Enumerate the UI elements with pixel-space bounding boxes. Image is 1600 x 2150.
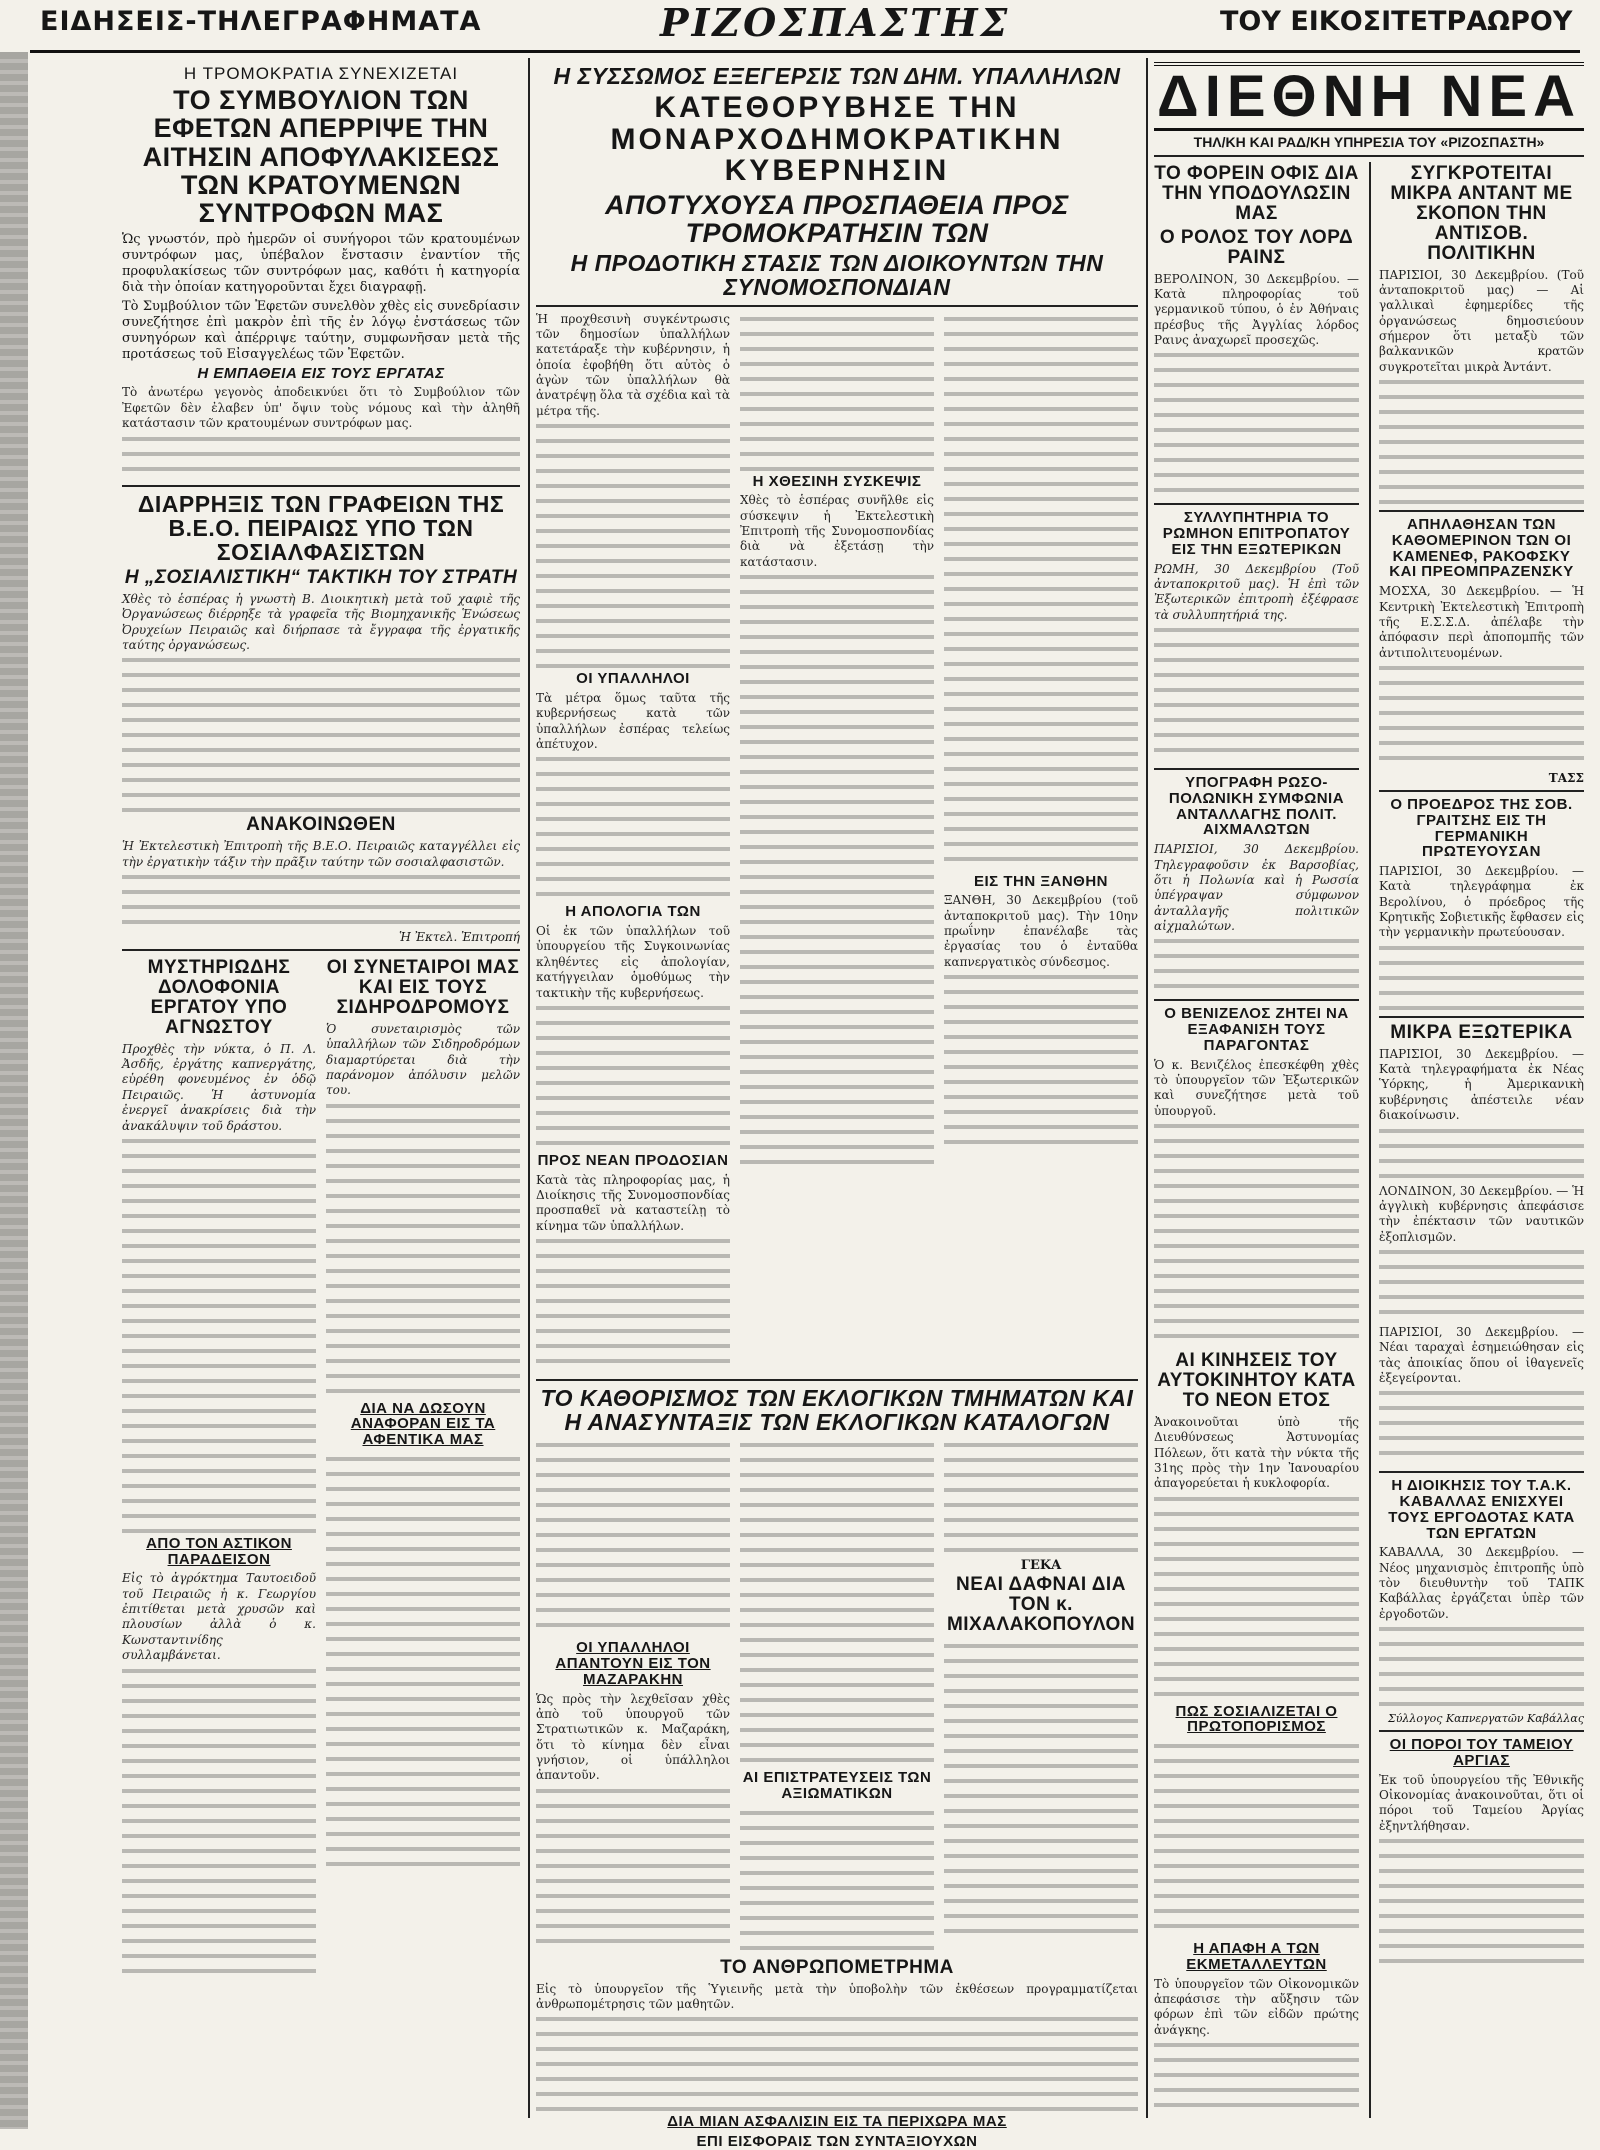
article-text: Εἰς τὸ ἀγρόκτημα Ταυτοειδοῦ τοῦ Πειραιῶς ἡ κ. Γεωργίου ἐπιτίθεται μετὰ χρυσῶν καὶ πλουσίων ἀλλὰ ὁ κ. Κωνσταντινίδης συλλαμβάνεται. [122, 1571, 316, 1663]
subheadline: Η ΧΘΕΣΙΝΗ ΣΥΣΚΕΨΙΣ [752, 472, 922, 490]
headline: ΔΙΑ ΜΙΑΝ ΑΣΦΑΛΙΣΙΝ ΕΙΣ ΤΑ ΠΕΡΙΧΩΡΑ ΜΑΣ [667, 2113, 1007, 2131]
article-text-block [1154, 623, 1359, 763]
article-text: ΒΕΡΟΛΙΝΟΝ, 30 Δεκεμβρίου. — Κατὰ πληροφορίας τοῦ γερμανικοῦ τύπου, ὁ ἐν Ἀθήναις πρέσβυς τῆς Ἀγγλίας λόρδος Ραινς ἀναχωρεῖ προσεχῶς. [1154, 271, 1359, 348]
article-text-block [740, 570, 934, 1170]
column-lead-story [536, 62, 1138, 2150]
article-text: ΡΩΜΗ, 30 Δεκεμβρίου (Τοῦ ἀνταποκριτοῦ μας). Ἡ ἐπὶ τῶν Ἐξωτερικῶν ἐπιτροπὴ ἐξέφρασε τὰ συλλυπητήριά της. [1154, 561, 1359, 622]
article-text: Ὁ κ. Βενιζέλος ἐπεσκέφθη χθὲς τὸ ὑπουργεῖον τῶν Ἐξωτερικῶν καὶ συνεζήτησε μετὰ τοῦ ὑπουργοῦ. [1154, 1057, 1359, 1118]
article-text-block [740, 1806, 934, 1956]
article-text-block [944, 970, 1138, 1150]
article-text: Χθὲς τὸ ἑσπέρας ἡ γνωστὴ Β. Διοικητικὴ μετὰ τοῦ χαφιὲ τῆς Ὀργανώσεως διέρρηξε τὰ γραφεῖα τῆς Βιομηχανικῆς Ἑνώσεως Ὀρυχείων Πειραιῶς καὶ διήρπασε τὰ ἔγγραφα τῆς ἐργατικῆς ταύτης ὀργανώσεως. [122, 591, 520, 652]
article-text: Ὡς πρὸς τὴν λεχθεῖσαν χθὲς ἀπὸ τοῦ ὑπουργοῦ τῶν Στρατιωτικῶν κ. Μαζαράκη, ὅτι τὸ κίνημα δὲν εἶναι γνήσιον, οἱ ὑπάλληλοι ἀπαντοῦν. [536, 1691, 730, 1783]
headline: ΑΠΟ ΤΟΝ ΑΣΤΙΚΟΝ ΠΑΡΑΔΕΙΣΟΝ [146, 1534, 292, 1568]
section-title: ΔΙΕΘΝΗ ΝΕΑ [1154, 62, 1584, 131]
article-text-block [944, 312, 1138, 872]
article-text-block [1154, 1739, 1359, 1939]
article-text: Κατὰ τὰς πληροφορίας μας, ἡ Διοίκησις τῆς Συνομοσπονδίας προσπαθεῖ νὰ καταστείλῃ τὸ κίνημα τῶν ὑπαλλήλων. [536, 1172, 730, 1233]
column-foreign-news [1369, 162, 1584, 2118]
article-text: Τὸ Συμβούλιον τῶν Ἐφετῶν συνελθὸν χθὲς εἰς συνεδρίασιν συνεζήτησε ἐπὶ μακρὸν ἐπὶ τῆς ἐν λόγῳ ἐνστάσεως τῶν συνηγόρων καὶ ἀπέρριψε ταύτην, συμφωνῆσαν μετὰ τῆς προτάσεως τοῦ Εἰσαγγελέως τῶν Ἐφετῶν. [122, 298, 520, 363]
divider [1154, 999, 1359, 1001]
subheadline: Η „ΣΟΣΙΑΛΙΣΤΙΚΗ“ ΤΑΚΤΙΚΗ ΤΟΥ ΣΤΡΑΤΗ [124, 566, 518, 588]
headline: ΠΩΣ ΣΟΣΙΑΛΙΖΕΤΑΙ Ο ΠΡΩΤΟΠΟΡΙΣΜΟΣ [1175, 1702, 1338, 1736]
article-text-block [1379, 375, 1584, 505]
section-title: ΕΙΔΗΣΕΙΣ-ΤΗΛΕΓΡΑΦΗΜΑΤΑ [40, 6, 482, 37]
subheadline: Η ΕΜΠΑΘΕΙΑ ΕΙΣ ΤΟΥΣ ΕΡΓΑΤΑΣ [197, 364, 445, 382]
headline: Η ΣΥΣΣΩΜΟΣ ΕΞΕΓΕΡΣΙΣ ΤΩΝ ΔΗΜ. ΥΠΑΛΛΗΛΩΝ [553, 63, 1121, 89]
article-text: ΠΑΡΙΣΙΟΙ, 30 Δεκεμβρίου. — Νέαι ταραχαὶ ἐσημειώθησαν εἰς τὰς ἀποικίας ὅπου οἱ ἰθαγενεῖς ἐξεγείρονται. [1379, 1324, 1584, 1386]
headline: ΜΙΚΡΑ ΕΞΩΤΕΡΙΚΑ [1390, 1021, 1573, 1043]
article-text-block [740, 312, 934, 472]
article-text: ΞΑΝΘΗ, 30 Δεκεμβρίου (τοῦ ἀνταποκριτοῦ μας). Τὴν 10ην πρωΐνην ἐπανέλαβε τὰς ἐργασίας του ὁ ἐνταῦθα καπνεργατικὸς σύνδεσμος. [944, 893, 1138, 969]
divider [1154, 768, 1359, 770]
article-text: ΚΑΒΑΛΛΑ, 30 Δεκεμβρίου. — Νέος μηχανισμὸς ἐπιτροπῆς ὑπὸ τὸν διευθυντὴν τοῦ ΤΑΠΚ Καβάλλας ἐργάζεται ὑπὲρ τῶν ἐργοδοτῶν. [1379, 1545, 1584, 1621]
article-text: Ἐκ τοῦ ὑπουργείου τῆς Ἐθνικῆς Οἰκονομίας ἀνακοινοῦται, ὅτι οἱ πόροι τοῦ Ταμείου Ἀργίας ἐξηντλήθησαν. [1379, 1772, 1584, 1833]
article-text: Ἡ προχθεσινὴ συγκέντρωσις τῶν δημοσίων ὑπαλλήλων κατετάραξε τὴν κυβέρνησιν, ἡ ὁποία ἐφοβήθη ὅτι αὐτὸς ὁ ἀγὼν τῶν ὑπαλλήλων θὰ ἀνατρέψῃ ὅλα τὰ σχέδια καὶ τὰ μέτρα τῆς. [536, 311, 730, 418]
headline: ΤΟ ΦΟΡΕΙΝ ΟΦΙΣ ΔΙΑ ΤΗΝ ΥΠΟΔΟΥΛΩΣΙΝ ΜΑΣ [1154, 163, 1359, 224]
page-edge-shadow [0, 52, 28, 2129]
article-text-block [1379, 1834, 1584, 1974]
article-text-block [326, 1099, 520, 1399]
article-text-block [944, 1438, 1138, 1558]
headline: Η ΔΙΟΙΚΗΣΙΣ ΤΟΥ Τ.Α.Κ. ΚΑΒΑΛΛΑΣ ΕΝΙΣΧΥΕΙ ΤΟΥΣ ΕΡΓΟΔΟΤΑΣ ΚΑΤΑ ΤΩΝ ΕΡΓΑΤΩΝ [1388, 1477, 1575, 1542]
subheadline: ΟΙ ΥΠΑΛΛΗΛΟΙ [576, 670, 690, 688]
article-text-block [1154, 1119, 1359, 1349]
headline: ΣΥΓΚΡΟΤΕΙΤΑΙ ΜΙΚΡΑ ΑΝΤΑΝΤ ΜΕ ΣΚΟΠΟΝ ΤΗΝ ΑΝΤΙΣΟΒ. ΠΟΛΙΤΙΚΗΝ [1390, 163, 1573, 264]
signature: ΤΑΣΣ [1548, 771, 1584, 785]
article-text-block [536, 752, 730, 902]
article-text-block [122, 1134, 316, 1534]
section-subtitle: ΤΗΛ/ΚΗ ΚΑΙ ΡΑΔ/ΚΗ ΥΠΗΡΕΣΙΑ ΤΟΥ «ΡΙΖΟΣΠΑΣΤΗ» [1193, 134, 1545, 150]
article-text-block [1379, 1386, 1584, 1466]
article-text: ΠΑΡΙΣΙΟΙ, 30 Δεκεμβρίου. — Κατὰ τηλεγραφήματα ἐκ Νέας Ὑόρκης, ἡ Ἀμερικανικὴ κυβέρνησις ἀπέστειλε νέαν διακοίνωσιν. [1379, 1046, 1584, 1123]
newspaper-title: ΡΙΖΟΣΠΑΣΤΗΣ [660, 0, 1011, 45]
divider [536, 1379, 1138, 1381]
article-text-block [1379, 1622, 1584, 1712]
article-text: Ὡς γνωστόν, πρὸ ἡμερῶν οἱ συνήγοροι τῶν κρατουμένων συντρόφων μας, ὑπέβαλον ἔνστασιν ἐναντίον τῆς προφυλακίσεως τῶν συντρόφων μας, καθότι ἡ κατηγορία διὰ τὴν ὁποίαν κατηγοροῦνται ἔχει διαγραφῇ. [122, 231, 520, 296]
divider [1379, 1730, 1584, 1732]
article-text-block [536, 1001, 730, 1151]
article-text-block [1154, 934, 1359, 994]
headline: Ο ΠΡΟΕΔΡΟΣ ΤΗΣ ΣΟΒ. ΓΡΑΙΤΣΗΣ ΕΙΣ ΤΗ ΓΕΡΜΑΝΙΚΗ ΠΡΩΤΕΥΟΥΣΑΝ [1390, 796, 1573, 861]
headline: ΥΠΟΓΡΑΦΗ ΡΩΣΟ-ΠΟΛΩΝΙΚΗ ΣΥΜΦΩΝΙΑ ΑΝΤΑΛΛΑΓΗΣ ΠΟΛΙΤ. ΑΙΧΜΑΛΩΤΩΝ [1168, 774, 1345, 839]
article-text-block [740, 1438, 934, 1768]
headline: Η ΠΡΟΔΟΤΙΚΗ ΣΤΑΣΙΣ ΤΩΝ ΔΙΟΙΚΟΥΝΤΩΝ ΤΗΝ ΣΥΝΟΜΟΣΠΟΝΔΙΑΝ [570, 250, 1104, 301]
divider [1379, 1471, 1584, 1473]
section-subtitle: ΤΟΥ ΕΙΚΟΣΙΤΕΤΡΑΩΡΟΥ [1220, 6, 1573, 37]
headline: ΟΙ ΥΠΑΛΛΗΛΟΙ ΑΠΑΝΤΟΥΝ ΕΙΣ ΤΟΝ ΜΑΖΑΡΑΚΗΝ [555, 1639, 711, 1688]
article-text: Τὸ ὑπουργεῖον τῶν Οἰκονομικῶν ἀπεφάσισε τὴν αὔξησιν τῶν φόρων ἐπὶ τῶν εἰδῶν πρώτης ἀνάγκης. [1154, 1976, 1359, 2037]
article-text-block [122, 1664, 316, 1984]
signature: Ἡ Ἐκτελ. Ἐπιτροπή [399, 930, 520, 944]
divider [1154, 503, 1359, 505]
headline: Ο ΒΕΝΙΖΕΛΟΣ ΖΗΤΕΙ ΝΑ ΕΞΑΦΑΝΙΣΗ ΤΟΥΣ ΠΑΡΑΓΟΝΤΑΣ [1164, 1005, 1349, 1054]
article-text: ΠΑΡΙΣΙΟΙ, 30 Δεκεμβρίου. Τηλεγραφοῦσιν ἐκ Βαρσοβίας, ὅτι ἡ Πολωνία καὶ ἡ Ρωσσία ὑπέγραψαν σύμφωνον ἀνταλλαγῆς πολιτικῶν αἰχμαλώτων. [1154, 842, 1359, 933]
article-text: ΜΟΣΧΑ, 30 Δεκεμβρίου. — Ἡ Κεντρικὴ Ἐκτελεστικὴ Ἐπιτροπὴ τῆς Ε.Σ.Σ.Δ. ἀπέλαβε τὴν ἀπόφασιν περὶ ἀποπομπῆς τῶν ἀντιπολιτευομένων. [1379, 584, 1584, 660]
column-international [1154, 62, 1584, 2122]
article-text-block [122, 653, 520, 813]
masthead-rule [30, 50, 1580, 53]
headline: ΔΙΑ ΝΑ ΔΩΣΟΥΝ ΑΝΑΦΟΡΑΝ ΕΙΣ ΤΑ ΑΦΕΝΤΙΚΑ ΜΑΣ [350, 1399, 496, 1449]
article-text-block [536, 2012, 1138, 2112]
article-text-block [1154, 1492, 1359, 1702]
article-text: Ἀνακοινοῦται ὑπὸ τῆς Διευθύνσεως Ἀστυνομίας Πόλεων, ὅτι κατὰ τὴν νύκτα τῆς 31ης πρὸς τὴν 1ην Ἰανουαρίου ἀπαγορεύεται ἡ κυκλοφορία. [1154, 1414, 1359, 1491]
article-text-block [1379, 1124, 1584, 1184]
article-text-block [122, 432, 520, 480]
divider [122, 485, 520, 487]
headline: ΕΠΙ ΕΙΣΦΟΡΑΙΣ ΤΩΝ ΣΥΝΤΑΞΙΟΥΧΩΝ [696, 2133, 978, 2150]
article-text-block [122, 870, 520, 930]
article-text-block [1379, 661, 1584, 771]
article-text: ΛΟΝΔΙΝΟΝ, 30 Δεκεμβρίου. — Ἡ ἀγγλικὴ κυβέρνησις ἀπεφάσισε τὴν ἐπέκτασιν τῶν ναυτικῶν ἐξοπλισμῶν. [1379, 1183, 1584, 1244]
headline: ΑΠΟΤΥΧΟΥΣΑ ΠΡΟΣΠΑΘΕΙΑ ΠΡΟΣ ΤΡΟΜΟΚΡΑΤΗΣΙΝ ΤΩΝ [605, 189, 1069, 248]
article-text: Εἰς τὸ ὑπουργεῖον τῆς Ὑγιεινῆς μετὰ τὴν ὑποβολὴν τῶν ἐκθέσεων προγραμματίζεται ἀνθρωπομέτρησις τῶν μαθητῶν. [536, 1981, 1138, 2012]
divider [1154, 155, 1584, 157]
headline: ΤΟ ΚΑΘΟΡΙΣΜΟΣ ΤΩΝ ΕΚΛΟΓΙΚΩΝ ΤΜΗΜΑΤΩΝ ΚΑΙ Η ΑΝΑΣΥΝΤΑΞΙΣ ΤΩΝ ΕΚΛΟΓΙΚΩΝ ΚΑΤΑΛΟΓΩΝ [540, 1385, 1134, 1436]
kicker: Η ΤΡΟΜΟΚΡΑΤΙΑ ΣΥΝΕΧΙΖΕΤΑΙ [183, 64, 459, 83]
article-text: Προχθὲς τὴν νύκτα, ὁ Π. Λ. Ἀσδῆς, ἐργάτης καπνεργάτης, εὑρέθη φονευμένος ἐν ὁδῷ Πειραιῶς. Ἡ ἀστυνομία ἐνεργεῖ ἀνακρίσεις διὰ τὴν ἀνακάλυψιν τοῦ δράστου. [122, 1041, 316, 1133]
headline: Η ΑΠΑΦΗ Α ΤΩΝ ΕΚΜΕΤΑΛΛΕΥΤΩΝ [1186, 1940, 1327, 1973]
article-text: ΠΑΡΙΣΙΟΙ, 30 Δεκεμβρίου. — Κατὰ τηλεγράφημα ἐκ Βερολίνου, ὁ πρόεδρος τῆς Κρητικῆς Σοβιετικῆς ἔφθασεν εἰς τὴν γερμανικὴν πρωτεύουσαν. [1379, 864, 1584, 940]
article-text-block [944, 1639, 1138, 1939]
headline: ΟΙ ΣΥΝΕΤΑΙΡΟΙ ΜΑΣ ΚΑΙ ΕΙΣ ΤΟΥΣ ΣΙΔΗΡΟΔΡΟΜΟΥΣ [326, 957, 520, 1018]
article-text-block [1154, 2038, 1359, 2118]
headline: ΑΙ ΕΠΙΣΤΡΑΤΕΥΣΕΙΣ ΤΩΝ ΑΞΙΩΜΑΤΙΚΩΝ [742, 1769, 932, 1803]
article-text: Τὰ μέτρα ὅμως ταῦτα τῆς κυβερνήσεως κατὰ τῶν ὑπαλλήλων ἐσπέρας τελείως ἀπέτυχον. [536, 690, 730, 751]
column-domestic [122, 62, 520, 2122]
article-text-block [536, 1784, 730, 1954]
article-text: Ὁ συνεταιρισμὸς τῶν ὑπαλλήλων τῶν Σιδηροδρόμων διαμαρτύρεται διὰ τὴν παράνομον ἀπόλυσιν μελῶν του. [326, 1021, 520, 1098]
headline: ΟΙ ΠΟΡΟΙ ΤΟΥ ΤΑΜΕΙΟΥ ΑΡΓΙΑΣ [1389, 1736, 1574, 1769]
divider [1379, 790, 1584, 792]
article-text: ΠΑΡΙΣΙΟΙ, 30 Δεκεμβρίου. (Τοῦ ἀνταποκριτοῦ μας) — Αἱ γαλλικαὶ ἐφημερίδες τῆς ὀργανώσεως δημοσιεύουν σήμερον ὅτι μεταξὺ τῶν βαλκανικῶν κρατῶν συγκροτεῖται μικρὰ Ἀντάντ. [1379, 267, 1584, 374]
headline: ΑΠΗΛΑΘΗΣΑΝ ΤΩΝ ΚΑΘΟΜΕΡΙΝΟΝ ΤΩΝ ΟΙ ΚΑΜΕΝΕΦ, ΡΑΚΟΦΣΚΥ ΚΑΙ ΠΡΕΟΜΠΡΑΖΕΝΣΚΥ [1389, 516, 1574, 581]
headline: ΝΕΑΙ ΔΑΦΝΑΙ ΔΙΑ ΤΟΝ κ. ΜΙΧΑΛΑΚΟΠΟΥΛΟΝ [946, 1574, 1136, 1636]
divider [122, 949, 520, 951]
article-text-block [1379, 941, 1584, 1011]
article-text-block [536, 419, 730, 669]
article-text: Χθὲς τὸ ἑσπέρας συνῆλθε εἰς σύσκεψιν ἡ Ἐκτελεστικὴ Ἐπιτροπὴ τῆς Συνομοσπονδίας διὰ νὰ ἐξετάσῃ τὴν κατάστασιν. [740, 493, 934, 569]
signature: ΓΕΚΑ [1020, 1558, 1062, 1574]
divider [1379, 510, 1584, 512]
headline: ΣΥΛΛΥΠΗΤΗΡΙΑ ΤΟ ΡΩΜΗΟΝ ΕΠΙΤΡΟΠΑΤΟΥ ΕΙΣ ΤΗΝ ΕΞΩΤΕΡΙΚΩΝ [1162, 509, 1351, 558]
subheadline: ΠΡΟΣ ΝΕΑΝ ΠΡΟΔΟΣΙΑΝ [537, 1151, 729, 1169]
headline: ΔΙΑΡΡΗΞΙΣ ΤΩΝ ΓΡΑΦΕΙΩΝ ΤΗΣ Β.Ε.Ο. ΠΕΙΡΑΙΩΣ ΥΠΟ ΤΩΝ ΣΟΣΙΑΛΦΑΣΙΣΤΩΝ [137, 490, 505, 565]
article-text-block [536, 1234, 730, 1374]
headline: ΜΥΣΤΗΡΙΩΔΗΣ ΔΟΛΟΦΟΝΙΑ ΕΡΓΑΤΟΥ ΥΠΟ ΑΓΝΩΣΤΟΥ [147, 957, 291, 1038]
article-text-block [1154, 348, 1359, 498]
subheadline: ΕΙΣ ΤΗΝ ΞΑΝΘΗΝ [974, 872, 1108, 890]
subheadline: ΑΝΑΚΟΙΝΩΘΕΝ [246, 814, 396, 836]
column-rule [528, 58, 530, 2118]
article-text: Ἡ Ἐκτελεστικὴ Ἐπιτροπὴ τῆς Β.Ε.Ο. Πειραιῶς καταγγέλλει εἰς τὴν ἐργατικὴν τάξιν τὴν πρᾶξιν ταύτην τῶν σοσιαλφασιστῶν. [122, 839, 520, 869]
article-text: Τὸ ἀνωτέρω γεγονὸς ἀποδεικνύει ὅτι τὸ Συμβούλιον τῶν Ἐφετῶν δὲν ἐλαβεν ὑπ' ὄψιν τοὺς νόμους καὶ τὴν ἀληθῆ κατάστασιν τῶν κρατουμένων συντρόφων μας. [122, 385, 520, 431]
article-text: Οἱ ἐκ τῶν ὑπαλλήλων τοῦ ὑπουργείου τῆς Συγκοινωνίας κληθέντες εἰς ἀπολογίαν, κατήγγειλαν ὁμοθύμως τὴν τακτικὴν τῆς κυβερνήσεως. [536, 924, 730, 1000]
masthead [0, 0, 1600, 52]
article-text-block [326, 1452, 520, 1872]
signature: Σύλλογος Καπνεργατῶν Καβάλλας [1387, 1712, 1584, 1726]
headline: ΑΙ ΚΙΝΗΣΕΙΣ ΤΟΥ ΑΥΤΟΚΙΝΗΤΟΥ ΚΑΤΑ ΤΟ ΝΕΟΝ ΕΤΟΣ [1157, 1350, 1356, 1411]
headline: ΚΑΤΕΘΟΡΥΒΗΣΕ ΤΗΝ ΜΟΝΑΡΧΟΔΗΜΟΚΡΑΤΙΚΗΝ ΚΥΒΕΡΝΗΣΙΝ [610, 91, 1064, 188]
divider [536, 305, 1138, 307]
article-text-block [536, 1438, 730, 1638]
article-text-block [1379, 1245, 1584, 1325]
subheadline: Ο ΡΟΛΟΣ ΤΟΥ ΛΟΡΔ ΡΑΙΝΣ [1159, 226, 1354, 268]
headline: ΤΟ ΑΝΘΡΩΠΟΜΕΤΡΗΜΑ [720, 1956, 954, 1978]
subheadline: Η ΑΠΟΛΟΓΙΑ ΤΩΝ [565, 903, 701, 921]
column-rule [1146, 58, 1148, 2118]
divider [1379, 1016, 1584, 1018]
headline: ΤΟ ΣΥΜΒΟΥΛΙΟΝ ΤΩΝ ΕΦΕΤΩΝ ΑΠΕΡΡΙΨΕ ΤΗΝ ΑΙΤΗΣΙΝ ΑΠΟΦΥΛΑΚΙΣΕΩΣ ΤΩΝ ΚΡΑΤΟΥΜΕΝΩΝ ΣΥΝΤΡΟΦΩΝ ΜΑΣ [142, 85, 500, 229]
